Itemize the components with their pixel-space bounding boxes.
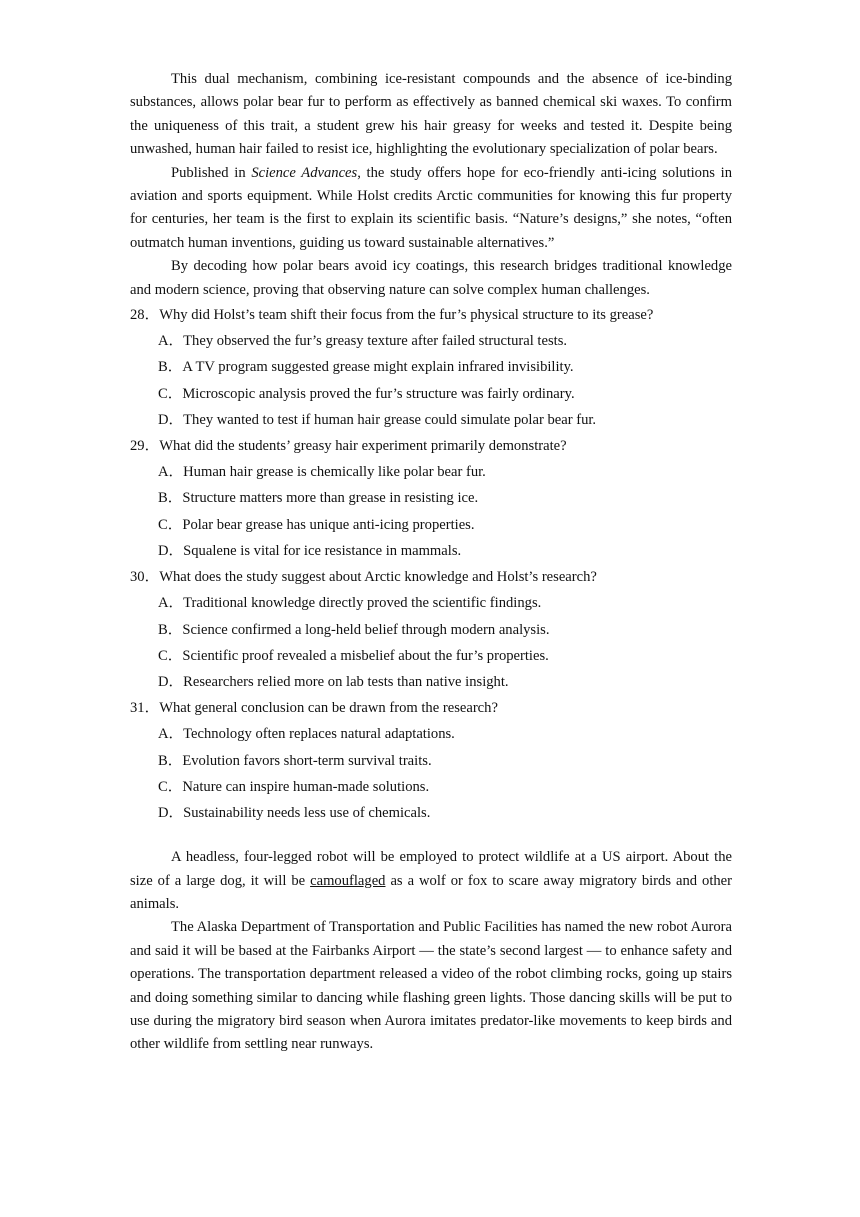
question-stem	[130, 695, 732, 721]
question-28	[130, 302, 732, 433]
option-a: A．They observed the fur’s greasy texture after failed structural tests.	[158, 333, 568, 350]
question-text: Why did Holst’s team shift their focus from the fur’s physical structure to its grease?	[159, 307, 654, 324]
underlined-word: camouflaged	[310, 872, 386, 889]
option-c: C．Polar bear grease has unique anti-icing properties.	[158, 516, 475, 533]
paragraph-text: Published in	[171, 164, 252, 181]
question-29	[130, 433, 732, 564]
paragraph-text: A headless, four-legged robot will be employed to protect wildlife at a US airport. About the size of a large dog, it will be	[130, 849, 732, 889]
question-number: 31．	[130, 700, 160, 717]
question-number: 29．	[130, 438, 160, 455]
option-b: B．Evolution favors short-term survival traits.	[158, 752, 432, 769]
option-a: A．Human hair grease is chemically like polar bear fur.	[158, 464, 486, 481]
passage2-paragraph-1	[130, 846, 732, 916]
option-b: B．A TV program suggested grease might explain infrared invisibility.	[158, 359, 574, 376]
document-page	[130, 68, 732, 1057]
option-d: D．They wanted to test if human hair grease could simulate polar bear fur.	[158, 411, 597, 428]
question-text: What general conclusion can be drawn from the research?	[159, 700, 498, 717]
option-c: C．Nature can inspire human-made solutions.	[158, 778, 430, 795]
option-d: D．Researchers relied more on lab tests than native insight.	[158, 673, 509, 690]
option-c: C．Scientific proof revealed a misbelief about the fur’s properties.	[158, 647, 549, 664]
passage1-paragraph-2	[130, 162, 732, 256]
option-b: B．Structure matters more than grease in resisting ice.	[158, 490, 479, 507]
question-text: What did the students’ greasy hair experiment primarily demonstrate?	[159, 438, 567, 455]
paragraph-text: as a wolf or fox to scare away migratory birds and other animals.	[130, 872, 733, 912]
question-stem	[130, 433, 732, 459]
option-b: B．Science confirmed a long-held belief through modern analysis.	[158, 621, 550, 638]
passage1-paragraph-3: By decoding how polar bears avoid icy coatings, this research bridges traditional knowledge and modern science, proving that observing nature can solve complex human challenges.	[130, 258, 732, 298]
question-30	[130, 564, 732, 695]
paragraph-text: , the study offers hope for eco-friendly anti-icing solutions in aviation and sports equipment. While Holst credits Arctic communities for knowing this fur property for centuries, her team is the first to explain its scientific basis. “Nature’s designs,” she notes, “often outmatch human inventions, guiding us toward sustainable alternatives.”	[130, 164, 733, 251]
option-c: C．Microscopic analysis proved the fur’s structure was fairly ordinary.	[158, 385, 575, 402]
question-stem	[130, 564, 732, 590]
question-31	[130, 695, 732, 826]
passage1-paragraph-1: This dual mechanism, combining ice-resistant compounds and the absence of ice-binding substances, allows polar bear fur to perform as effectively as banned chemical ski waxes. To confirm the uniqueness of this trait, a student grew his hair greasy for weeks and tested it. Despite being unwashed, human hair failed to resist ice, highlighting the evolutionary specialization of polar bears.	[130, 71, 732, 158]
section-gap	[130, 826, 732, 846]
option-d: D．Sustainability needs less use of chemicals.	[158, 804, 431, 821]
question-number: 28．	[130, 307, 160, 324]
option-a: A．Technology often replaces natural adaptations.	[158, 726, 455, 743]
journal-title: Science Advances	[251, 164, 358, 181]
option-a: A．Traditional knowledge directly proved the scientific findings.	[158, 595, 542, 612]
passage2-paragraph-2: The Alaska Department of Transportation and Public Facilities has named the new robot Aurora and said it will be based at the Fairbanks Airport — the state’s second largest — to enhance safety and operations. The transportation department released a video of the robot climbing rocks, going up stairs and doing something similar to dancing while flashing green lights. Those dancing skills will be put to use during the migratory bird season when Aurora imitates predator-like movements to keep birds and other wildlife from settling near runways.	[130, 919, 732, 1053]
option-d: D．Squalene is vital for ice resistance in mammals.	[158, 542, 462, 559]
question-text: What does the study suggest about Arctic knowledge and Holst’s research?	[159, 569, 597, 586]
question-number: 30．	[130, 569, 160, 586]
question-stem	[130, 302, 732, 328]
